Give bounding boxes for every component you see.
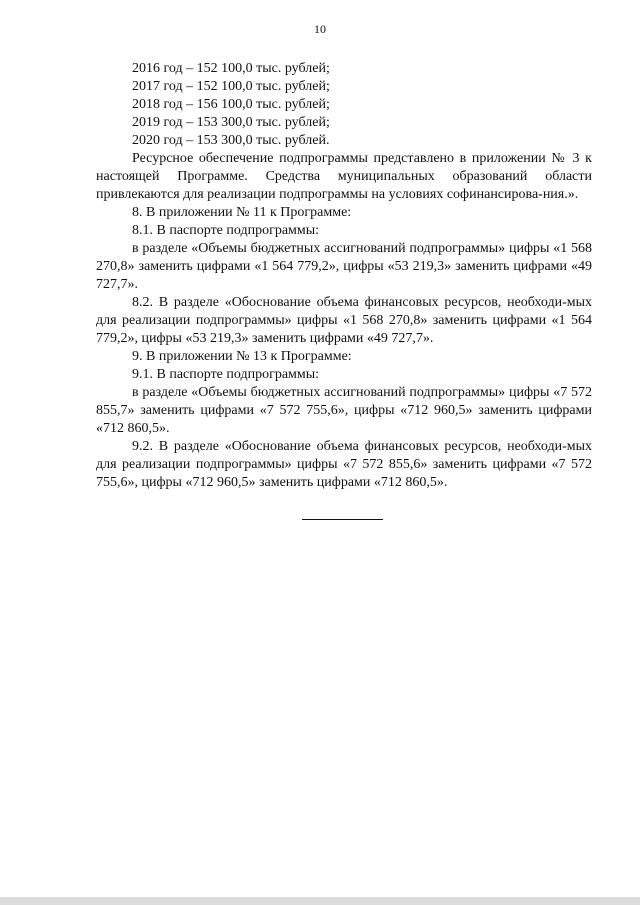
paragraph-8-1-text: в разделе «Объемы бюджетных ассигнований подпрограммы» цифры «1 568 270,8» заменить цифрами «1 564 779,2», цифры «53 219,3» заменить цифрами «49 727,7». xyxy=(96,241,592,292)
page-number: 10 xyxy=(314,22,326,36)
document-body xyxy=(96,60,592,492)
budget-year-line: 2019 год – 153 300,0 тыс. рублей; xyxy=(132,115,330,130)
budget-year-line: 2020 год – 153 300,0 тыс. рублей. xyxy=(132,133,330,148)
item-heading-8: 8. В приложении № 11 к Программе: xyxy=(132,205,352,220)
item-heading-8-1: 8.1. В паспорте подпрограммы: xyxy=(132,223,320,238)
item-heading-9-1: 9.1. В паспорте подпрограммы: xyxy=(132,367,320,382)
paragraph-9-2: 9.2. В разделе «Обоснование объема финансовых ресурсов, необходи-мых для реализации подпрограммы» цифры «7 572 855,6» заменить цифрами «7 572 755,6», цифры «712 960,5» заменить цифрами «712 860,5». xyxy=(96,439,592,490)
budget-year-line: 2018 год – 156 100,0 тыс. рублей; xyxy=(132,97,330,112)
paragraph-8-2: 8.2. В разделе «Обоснование объема финансовых ресурсов, необходи-мых для реализации подпрограммы» цифры «1 568 270,8» заменить цифрами «1 564 779,2», цифры «53 219,3» заменить цифрами «49 727,7». xyxy=(96,295,592,346)
end-separator-line xyxy=(302,519,383,520)
paragraph-resources: Ресурсное обеспечение подпрограммы представлено в приложении № 3 к настоящей Программе. Средства муниципальных образований области привлекаются для реализации подпрограммы на условиях софинансирова-ния.». xyxy=(96,151,592,202)
paragraph-9-1-text: в разделе «Объемы бюджетных ассигнований подпрограммы» цифры «7 572 855,7» заменить цифрами «7 572 755,6», цифры «712 960,5» заменить цифрами «712 860,5». xyxy=(96,385,592,436)
budget-year-line: 2017 год – 152 100,0 тыс. рублей; xyxy=(132,79,330,94)
budget-year-line: 2016 год – 152 100,0 тыс. рублей; xyxy=(132,61,330,76)
scan-bottom-edge xyxy=(0,897,640,905)
item-heading-9: 9. В приложении № 13 к Программе: xyxy=(132,349,352,364)
